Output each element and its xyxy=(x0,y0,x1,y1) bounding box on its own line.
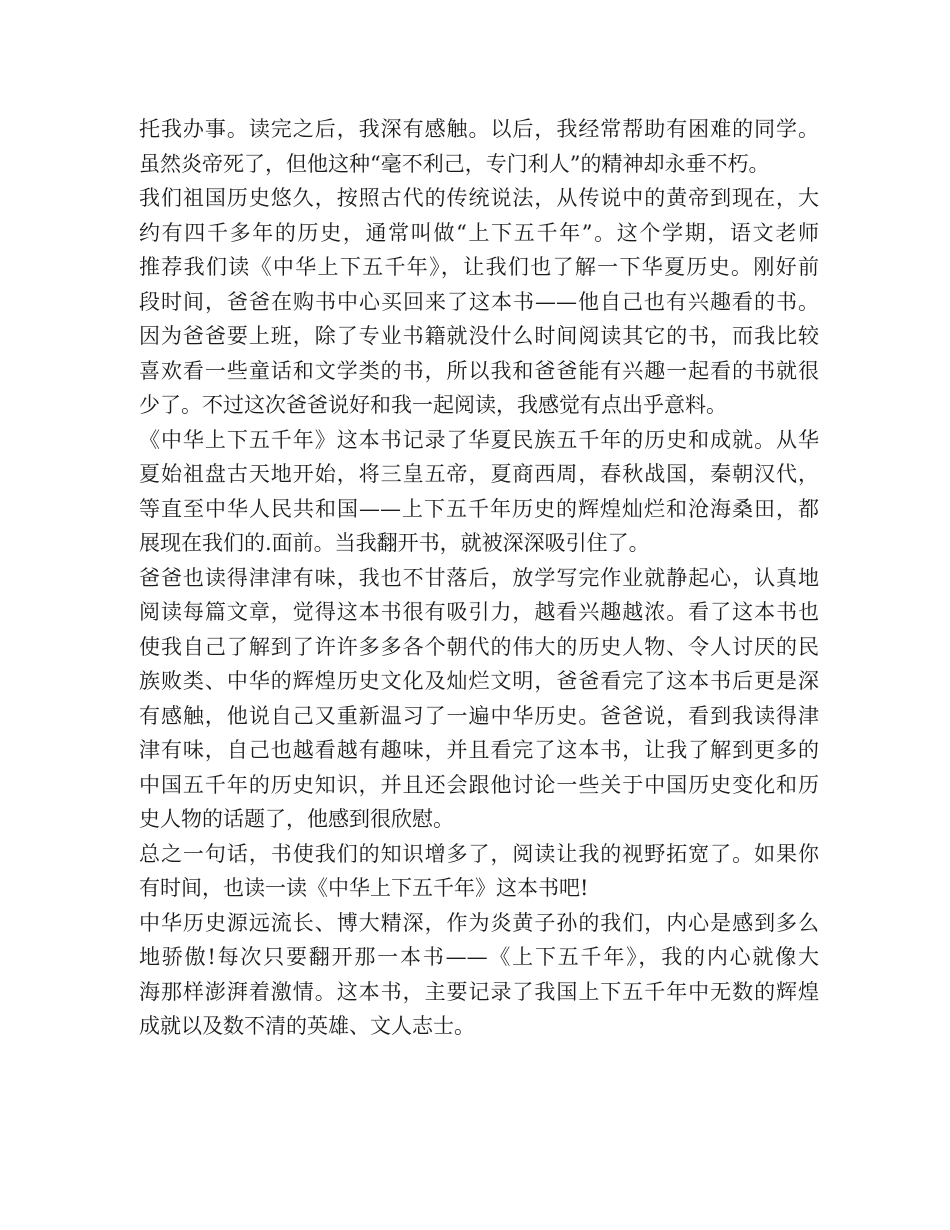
text-line: 等直至中华人民共和国——上下五千年历史的辉煌灿烂和沧海桑田，都 xyxy=(139,496,819,521)
text-line: 津有味，自己也越看越有趣味，并且看完了这本书，让我了解到更多的 xyxy=(139,738,819,762)
text-line: 因为爸爸要上班，除了专业书籍就没什么时间阅读其它的书，而我比较 xyxy=(139,324,819,348)
text-line: 总之一句话，书使我们的知识增多了，阅读让我的视野拓宽了。如果你 xyxy=(139,841,819,866)
text-line: 史人物的话题了，他感到很欣慰。 xyxy=(139,807,454,831)
text-line: 少了。不过这次爸爸说好和我一起阅读，我感觉有点出乎意料。 xyxy=(139,393,727,417)
text-line: 阅读每篇文章，觉得这本书很有吸引力，越看兴趣越浓。看了这本书也 xyxy=(139,600,819,624)
text-line: 夏始祖盘古天地开始，将三皇五帝，夏商西周，春秋战国，秦朝汉代， xyxy=(139,462,819,486)
text-line: 有时间，也读一读《中华上下五千年》这本书吧! xyxy=(139,876,589,900)
document-body xyxy=(139,112,819,1044)
text-line: 段时间，爸爸在购书中心买回来了这本书——他自己也有兴趣看的书。 xyxy=(139,289,819,314)
text-line: 海那样澎湃着激情。这本书，主要记录了我国上下五千年中无数的辉煌 xyxy=(139,979,819,1004)
text-line: 约有四千多年的历史，通常叫做“上下五千年”。这个学期，语文老师 xyxy=(139,220,819,245)
text-line: 《中华上下五千年》这本书记录了华夏民族五千年的历史和成就。从华 xyxy=(139,427,819,452)
text-line: 爸爸也读得津津有味，我也不甘落后，放学写完作业就静起心，认真地 xyxy=(139,565,819,590)
text-line: 我们祖国历史悠久，按照古代的传统说法，从传说中的黄帝到现在，大 xyxy=(139,186,819,210)
text-line: 有感触，他说自己又重新温习了一遍中华历史。爸爸说，看到我读得津 xyxy=(139,703,819,728)
text-line: 托我办事。读完之后，我深有感触。以后，我经常帮助有困难的同学。 xyxy=(139,117,819,141)
text-line: 中国五千年的历史知识，并且还会跟他讨论一些关于中国历史变化和历 xyxy=(139,772,819,797)
text-line: 中华历史源远流长、博大精深，作为炎黄子孙的我们，内心是感到多么 xyxy=(139,910,819,935)
text-line: 成就以及数不清的英雄、文人志士。 xyxy=(139,1014,475,1038)
text-line: 族败类、中华的辉煌历史文化及灿烂文明，爸爸看完了这本书后更是深 xyxy=(139,669,819,693)
text-line: 展现在我们的.面前。当我翻开书，就被深深吸引住了。 xyxy=(139,531,650,555)
text-line: 使我自己了解到了许许多多各个朝代的伟大的历史人物、令人讨厌的民 xyxy=(139,634,819,659)
text-line: 喜欢看一些童话和文学类的书，所以我和爸爸能有兴趣一起看的书就很 xyxy=(139,358,819,383)
text-line: 推荐我们读《中华上下五千年》，让我们也了解一下华夏历史。刚好前 xyxy=(139,255,819,279)
text-line: 虽然炎帝死了，但他这种“毫不利己，专门利人”的精神却永垂不朽。 xyxy=(139,151,770,176)
text-line: 地骄傲!每次只要翻开那一本书——《上下五千年》，我的内心就像大 xyxy=(139,945,819,969)
